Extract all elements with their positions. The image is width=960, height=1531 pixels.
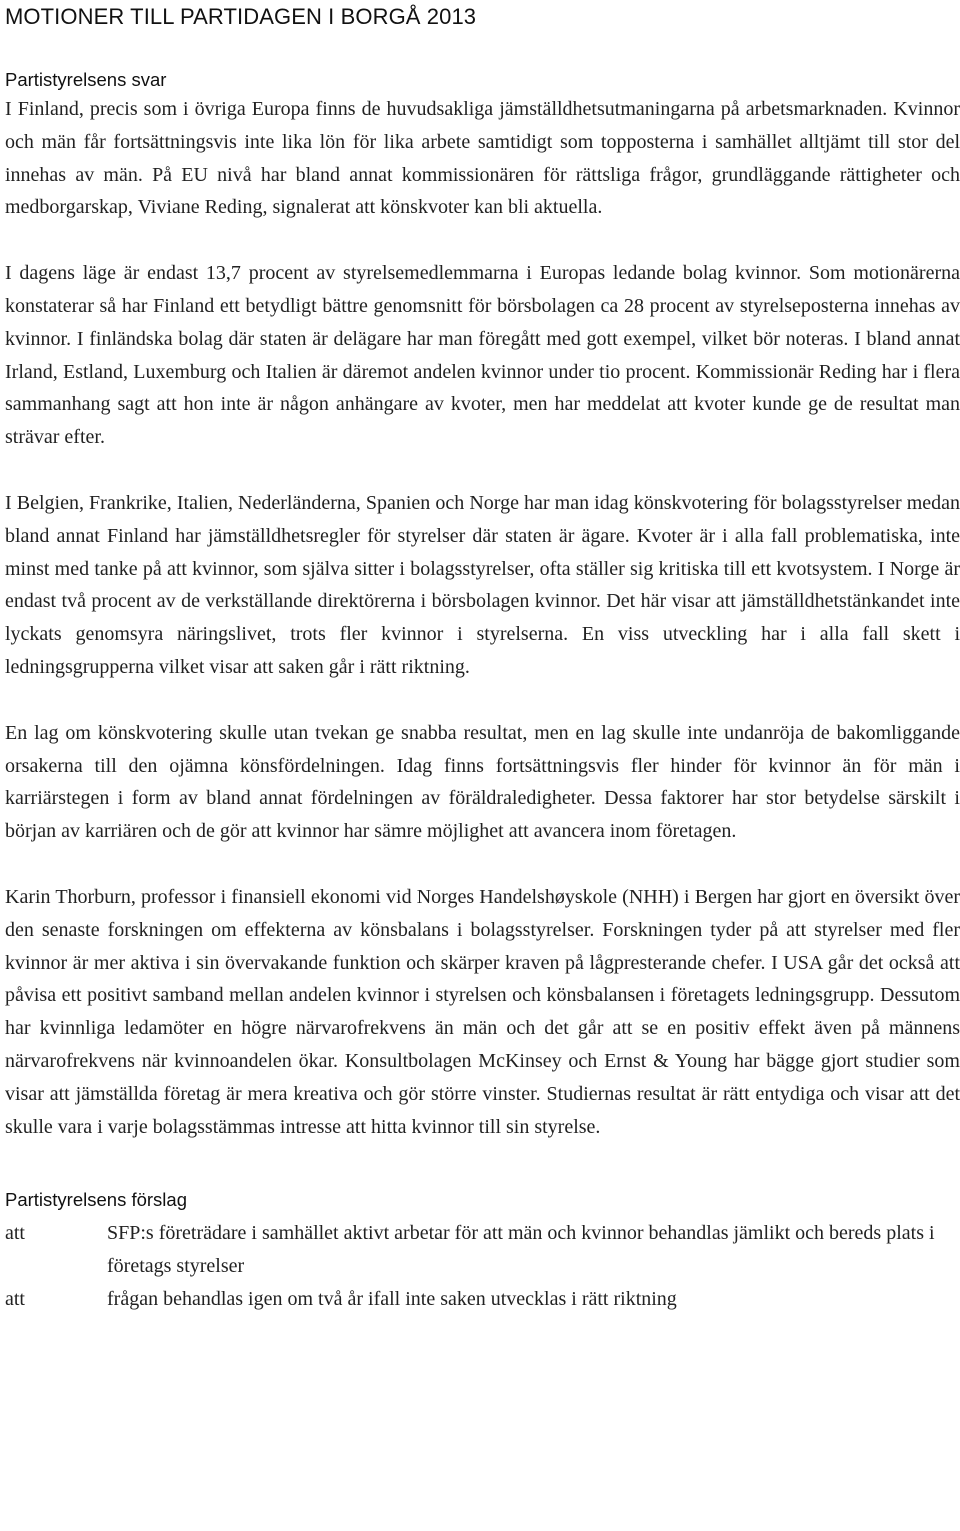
- proposal-list: [5, 1217, 960, 1315]
- proposal-item: [5, 1283, 960, 1316]
- proposal-key: att: [5, 1287, 25, 1310]
- proposal-heading: Partistyrelsens förslag: [5, 1189, 187, 1211]
- proposal-item: [5, 1217, 960, 1283]
- answer-paragraph: I Belgien, Frankrike, Italien, Nederländerna, Spanien och Norge har man idag könskvotering för bolagsstyrelser medan bland annat Finland har jämställdhetsregler för styrelser där staten är ägare. Kvoter är i alla fall problematiska, inte minst med tanke på att kvinnor, som själva sitter i bolagsstyrelser, ofta ställer sig kritiska till ett kvotsystem. I Norge är endast två procent av de verkställande direktörerna i börsbolagen kvinnor. Det här visar att jämställdhetstänkandet inte lyckats genomsyra näringslivet, trots fler kvinnor i styrelserna. En viss utveckling har i alla fall skett i ledningsgrupperna vilket visar att saken går i rätt riktning.: [5, 491, 960, 678]
- answer-heading: Partistyrelsens svar: [5, 69, 167, 90]
- answer-body: [5, 93, 960, 1143]
- answer-paragraph: En lag om könskvotering skulle utan tvekan ge snabba resultat, men en lag skulle inte undanröja de bakomliggande orsakerna till den ojämna könsfördelningen. Idag finns fortsättningsvis fler hinder för kvinnor än för män i karriärstegen i form av bland annat fördelningen av föräldraledigheter. Dessa faktorer har stor betydelse särskilt i början av karriären och de gör att kvinnor har sämre möjlighet att avancera inom företagen.: [5, 721, 960, 843]
- answer-paragraph: I dagens läge är endast 13,7 procent av styrelsemedlemmarna i Europas ledande bolag kvinnor. Som motionärerna konstaterar så har Finland ett betydligt bättre genomsnitt för börsbolagen ca 28 procent av styrelseposterna innehas av kvinnor. I finländska bolag där staten är delägare har man föregått med gott exempel, vilket bör noteras. I bland annat Irland, Estland, Luxemburg och Italien är däremot andelen kvinnor under tio procent. Kommissionär Reding har i flera sammanhang sagt att hon inte är någon anhängare av kvoter, men har meddelat att kvoter kunde ge de resultat man strävar efter.: [5, 262, 960, 449]
- proposal-text: frågan behandlas igen om två år ifall inte saken utvecklas i rätt riktning: [107, 1287, 677, 1310]
- proposal-key: att: [5, 1222, 25, 1245]
- answer-paragraph: I Finland, precis som i övriga Europa finns de huvudsakliga jämställdhetsutmaningarna på arbetsmarknaden. Kvinnor och män får fortsättningsvis inte lika lön för lika arbete samtidigt som topposterna i samhället alltjämt till stor del innehas av män. På EU nivå har bland annat kommissionären för rättsliga frågor, grundläggande rättigheter och medborgarskap, Viviane Reding, signalerat att könskvoter kan bli aktuella.: [5, 98, 960, 219]
- document-page: [5, 0, 960, 1316]
- proposal-text: SFP:s företrädare i samhället aktivt arbetar för att män och kvinnor behandlas jämlikt och bereds plats i företags styrelser: [107, 1222, 935, 1278]
- answer-paragraph: Karin Thorburn, professor i finansiell ekonomi vid Norges Handelshøyskole (NHH) i Bergen har gjort en översikt över den senaste forskningen om effekterna av könsbalans i bolagsstyrelser. Forskningen tyder på att styrelser med fler kvinnor är mer aktiva i sin övervakande funktion och skärper kraven på lågpresterande chefer. I USA går det också att påvisa ett positivt samband mellan andelen kvinnor i styrelsen och könsbalansen i företagets ledningsgrupp. Dessutom har kvinnliga ledamöter en högre närvarofrekvens än män och det går att se en positiv effekt även på männens närvarofrekvens när kvinnoandelen ökar. Konsultbolagen McKinsey och Ernst & Young har bägge gjort studier som visar att jämställda företag är mera kreativa och gör större vinster. Studiernas resultat är rätt entydiga och visar att det skulle vara i varje bolagsstämmas intresse att hitta kvinnor till sin styrelse.: [5, 885, 960, 1138]
- document-title: MOTIONER TILL PARTIDAGEN I BORGÅ 2013: [5, 4, 477, 29]
